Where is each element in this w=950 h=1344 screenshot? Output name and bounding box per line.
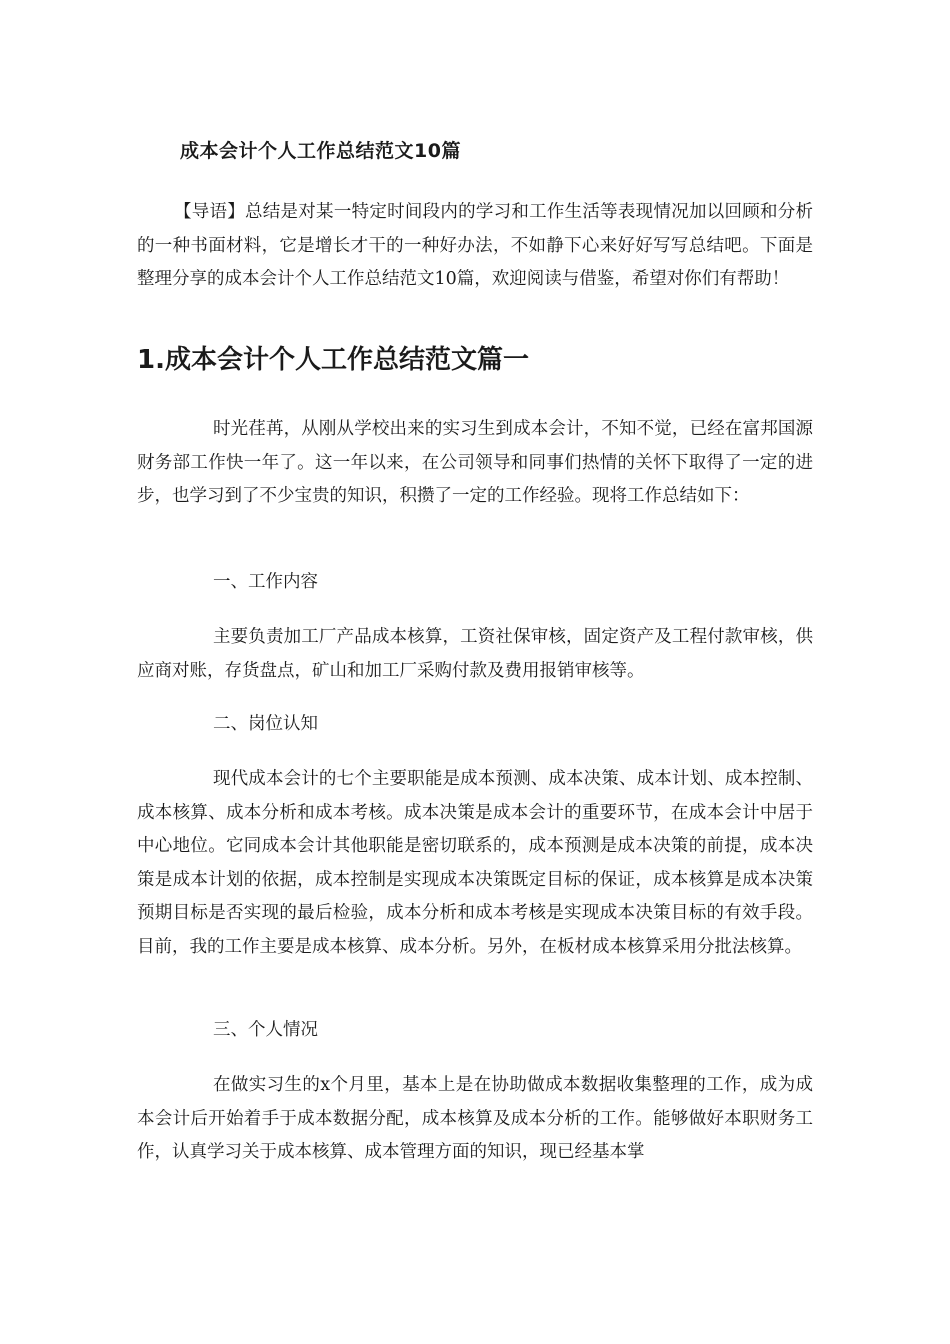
subheading-personal-situation: 三、个人情况 [213, 1020, 318, 1040]
paragraph-work-content: 主要负责加工厂产品成本核算，工资社保审核，固定资产及工程付款审核，供应商对账，存货盘点，矿山和加工厂采购付款及费用报销审核等。 [137, 627, 813, 681]
intro-paragraph: 【导语】总结是对某一特定时间段内的学习和工作生活等表现情况加以回顾和分析的一种书面材料，它是增长才干的一种好办法，不如静下心来好好写写总结吧。下面是整理分享的成本会计个人工作总结范文10篇，欢迎阅读与借鉴，希望对你们有帮助！ [137, 202, 813, 289]
paragraph-intro-work: 时光荏苒，从刚从学校出来的实习生到成本会计，不知不觉，已经在富邦国源财务部工作快一年了。这一年以来，在公司领导和同事们热情的关怀下取得了一定的进步，也学习到了不少宝贵的知识，积攒了一定的工作经验。现将工作总结如下： [137, 419, 813, 506]
subheading-work-content: 一、工作内容 [213, 572, 318, 592]
subheading-job-cognition: 二、岗位认知 [213, 714, 318, 734]
paragraph-job-cognition: 现代成本会计的七个主要职能是成本预测、成本决策、成本计划、成本控制、成本核算、成本分析和成本考核。成本决策是成本会计的重要环节，在成本会计中居于中心地位。它同成本会计其他职能是密切联系的，成本预测是成本决策的前提，成本决策是成本计划的依据，成本控制是实现成本决策既定目标的保证，成本核算是成本决策预期目标是否实现的最后检验，成本分析和成本考核是实现成本决策目标的有效手段。目前，我的工作主要是成本核算、成本分析。另外，在板材成本核算采用分批法核算。 [137, 769, 813, 957]
document-title: 成本会计个人工作总结范文10篇 [180, 140, 461, 162]
section-heading: 1.成本会计个人工作总结范文篇一 [137, 345, 529, 375]
paragraph-personal-situation: 在做实习生的x个月里，基本上是在协助做成本数据收集整理的工作，成为成本会计后开始着手于成本数据分配，成本核算及成本分析的工作。能够做好本职财务工作，认真学习关于成本核算、成本管理方面的知识，现已经基本掌 [137, 1075, 813, 1162]
